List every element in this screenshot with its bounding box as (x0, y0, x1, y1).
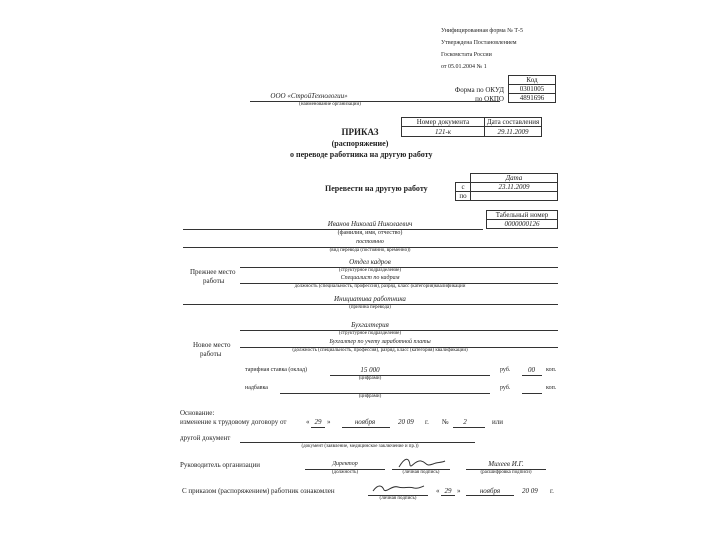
form-note-line3: Госкомстата России (441, 52, 492, 58)
prev-unit-caption: (структурное подразделение) (338, 268, 402, 273)
new-job-label-2: работы (200, 350, 222, 358)
prev-unit-value: Отдел кадров (349, 258, 391, 266)
transfer-date-header: Дата (470, 173, 558, 183)
basis-day-underline (311, 427, 325, 428)
basis-num-underline (453, 427, 485, 428)
basis-text: изменение к трудовому договору от (180, 418, 287, 426)
tariff-label: тарифная ставка (оклад) (245, 367, 308, 373)
form-note-line4: от 05.01.2004 № 1 (441, 64, 487, 70)
transfer-kind-caption: (вид перевода (постоянно, временно)) (329, 248, 411, 253)
head-name-value: Михеев И.Г. (488, 460, 524, 468)
ack-day-underline (441, 495, 455, 496)
code-header-cell: Код (508, 75, 556, 85)
doc-number-header: Номер документа (401, 117, 485, 127)
transfer-from-value: 23.11.2009 (470, 182, 558, 192)
basis-label: Основание: (180, 409, 215, 417)
employee-signature-scribble (370, 481, 426, 495)
transfer-to-label: по (455, 191, 471, 201)
doc-subtitle: (распоряжение) (331, 139, 389, 148)
basis-year-suffix: г. (425, 418, 429, 426)
ack-sign-caption: (личная подпись) (379, 496, 417, 501)
transfer-kind-value: постоянно (356, 239, 384, 245)
basis-num-label: № (442, 418, 449, 426)
prev-job-label-2: работы (203, 277, 225, 285)
tab-number-header: Табельный номер (486, 210, 558, 220)
transfer-from-label: с (455, 182, 471, 192)
head-label: Руководитель организации (180, 461, 260, 469)
okud-value-cell: 0301005 (508, 84, 556, 94)
transfer-to-value (470, 191, 558, 201)
head-position-value: Директор (332, 461, 358, 467)
reason-value: Инициатива работника (334, 295, 406, 303)
bonus-kop-label: коп. (546, 385, 557, 391)
organization-name: ООО «СтройТехнологии» (270, 92, 348, 100)
tariff-digits-caption: (цифрами) (358, 376, 382, 381)
prev-position-value: Специалист по кадрам (340, 275, 400, 281)
basis-month-underline (342, 427, 390, 428)
tariff-rub-label: руб. (500, 367, 511, 373)
ack-month-underline (466, 495, 514, 496)
basis-num-value: 2 (463, 418, 467, 426)
new-job-label-1: Новое место (193, 341, 231, 349)
ack-open-quote: « (436, 487, 440, 495)
ack-day: 29 (444, 487, 452, 495)
okpo-value-cell: 4891696 (508, 93, 556, 103)
okpo-label: по ОКПО (475, 95, 504, 103)
ack-close-quote: » (457, 487, 461, 495)
other-doc-caption: (документ (заявление, медицинское заключение и пр.)) (301, 444, 419, 449)
bonus-label: надбавка (245, 385, 268, 391)
tariff-amount: 15 000 (360, 366, 380, 374)
basis-day: 29 (314, 418, 322, 426)
head-position-caption: (должность) (331, 470, 359, 475)
bonus-digits-caption: (цифрами) (358, 394, 382, 399)
basis-open-quote: « (306, 418, 310, 426)
tab-number-value: 0000000126 (486, 219, 558, 229)
new-position-value: Бухгалтер по учету заработной платы (329, 339, 431, 345)
doc-title: ПРИКАЗ (341, 127, 379, 137)
reason-caption: (причина перевода) (349, 305, 391, 310)
prev-job-label-1: Прежнее место (190, 268, 236, 276)
prev-position-caption: должность (специальность, профессия), разряд, класс (категория)квалификации (294, 284, 466, 289)
new-unit-value: Бухгалтерия (351, 321, 389, 329)
form-note-line1: Унифицированная форма № Т-5 (441, 28, 524, 34)
tariff-kop-label: коп. (546, 367, 557, 373)
doc-number-value: 121-к (401, 126, 485, 137)
ack-year-suffix: г. (550, 487, 554, 495)
other-doc-underline (240, 442, 475, 443)
new-position-caption: (должность (специальность, профессия), разряд, класс (категория) квалификации) (292, 348, 468, 353)
head-sign-caption: (личная подпись) (402, 470, 440, 475)
fio-caption: (фамилия, имя, отчество) (337, 230, 403, 236)
basis-or: или (492, 418, 503, 426)
bonus-kop-underline (522, 393, 542, 394)
doc-date-value: 29.11.2009 (484, 126, 542, 137)
basis-year: 20 09 (398, 418, 414, 426)
tariff-kop-value: 00 (528, 366, 535, 374)
form-note-line2: Утверждена Постановлением (441, 40, 517, 46)
other-doc-label: другой документ (180, 434, 231, 442)
doc-subject: о переводе работника на другую работу (290, 150, 433, 159)
organization-caption: (наименование организации) (299, 102, 361, 107)
ack-year: 20 09 (522, 487, 538, 495)
head-name-caption: (расшифровка подписи) (480, 470, 532, 475)
ack-month: ноября (479, 487, 501, 495)
okud-label: Форма по ОКУД (454, 86, 504, 94)
employee-fio: Иванов Николай Николаевич (327, 220, 413, 228)
ack-label: С приказом (распоряжением) работник ознакомлен (182, 487, 335, 495)
tariff-kop-underline (522, 375, 542, 376)
doc-date-header: Дата составления (484, 117, 542, 127)
basis-close-quote: » (327, 418, 331, 426)
transfer-label: Перевести на другую работу (325, 184, 428, 193)
new-unit-caption: (структурное подразделение) (338, 331, 402, 336)
basis-month: ноября (354, 418, 376, 426)
bonus-rub-label: руб. (500, 385, 511, 391)
